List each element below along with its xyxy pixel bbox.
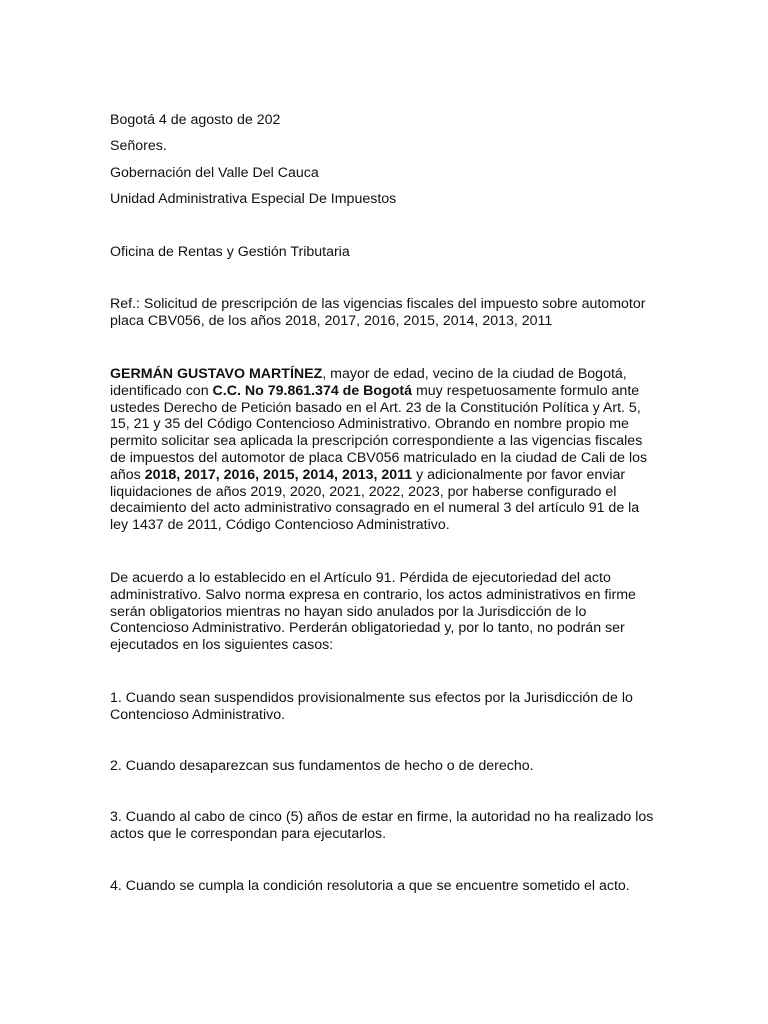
- petitioner-name: GERMÁN GUSTAVO MARTÍNEZ: [110, 366, 323, 383]
- recipient-line-1: Gobernación del Valle Del Cauca: [110, 164, 319, 181]
- recipient-line-2: Unidad Administrativa Especial De Impuestos: [110, 190, 397, 207]
- article-paragraph: De acuerdo a lo establecido en el Artículo 91. Pérdida de ejecutoriedad del acto administrativo. Salvo norma expresa en contrario, los actos administrativos en firme serán obligatorios mientras no hayan sido anulados por la Jurisdicción de lo Contencioso Administrativo. Perderán obligatoriedad y, por lo tanto, no podrán ser ejecutados en los siguientes casos:: [110, 570, 636, 654]
- reference-paragraph: Ref.: Solicitud de prescripción de las vigencias fiscales del impuesto sobre automotor placa CBV056, de los años 2018, 2017, 2016, 2015, 2014, 2013, 2011: [110, 296, 646, 330]
- petition-text-b: muy respetuosamente formulo ante ustedes Derecho de Petición basado en el Art. 23 de la Constitución Política y Art. 5, 15, 21 y 35 del Código Contencioso Administrativo. Obrando en nombre propio me permito solicitar sea aplicada la prescripción correspondiente a las vigencias fiscales de impuestos del automotor de placa CBV056 matriculado en la ciudad de Cali de los años: [110, 382, 648, 483]
- petition-years: 2018, 2017, 2016, 2015, 2014, 2013, 2011: [144, 466, 413, 483]
- petition-text-c: y adicionalmente por favor enviar liquidaciones de años 2019, 2020, 2021, 2022, 2023, por haberse configurado el decaimiento del acto administrativo consagrado en el numeral 3 del artículo 91 de la ley 1437 de 2011, Código Contencioso Administrativo.: [110, 466, 640, 534]
- petition-paragraph: [110, 366, 660, 534]
- petitioner-id: C.C. No 79.861.374 de Bogotá: [212, 382, 413, 399]
- petition-text-a: , mayor de edad, vecino de la ciudad de Bogotá, identificado con: [110, 366, 627, 399]
- list-item: 3. Cuando al cabo de cinco (5) años de estar en firme, la autoridad no ha realizado los actos que le correspondan para ejecutarlos.: [110, 809, 654, 843]
- list-item: 4. Cuando se cumpla la condición resolutoria a que se encuentre sometido el acto.: [110, 877, 630, 894]
- place-date: Bogotá 4 de agosto de 202: [110, 112, 281, 128]
- document-page: [110, 112, 660, 894]
- salutation: Señores.: [110, 138, 167, 155]
- list-item: 1. Cuando sean suspendidos provisionalmente sus efectos por la Jurisdicción de lo Contencioso Administrativo.: [110, 690, 633, 723]
- list-item: 2. Cuando desaparezcan sus fundamentos de hecho o de derecho.: [110, 758, 534, 775]
- office-line: Oficina de Rentas y Gestión Tributaria: [110, 243, 350, 260]
